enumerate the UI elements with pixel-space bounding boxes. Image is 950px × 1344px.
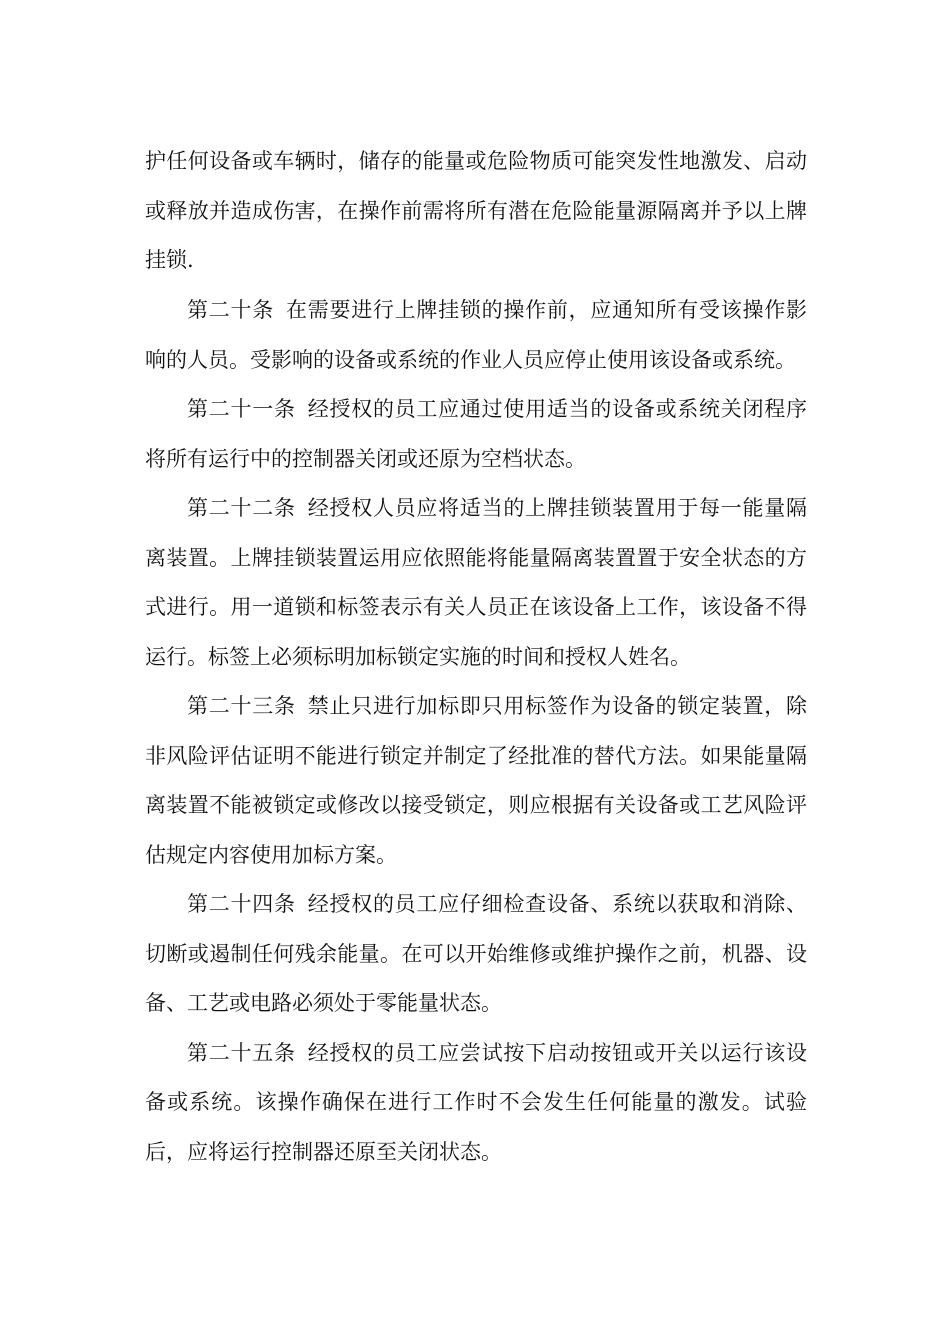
article-number: 第二十一条 xyxy=(187,397,296,421)
paragraph-continuation xyxy=(145,137,807,286)
paragraph-text: 护任何设备或车辆时，储存的能量或危险物质可能突发性地激发、启动或释放并造成伤害，在操作前需将所有潜在危险能量源隔离并予以上牌挂锁. xyxy=(145,149,807,272)
article-text: 在需要进行上牌挂锁的操作前，应通知所有受该操作影响的人员。受影响的设备或系统的作业人员应停止使用该设备或系统。 xyxy=(145,298,808,372)
article-text: 经授权的员工应通过使用适当的设备或系统关闭程序将所有运行中的控制器关闭或还原为空档状态。 xyxy=(145,397,808,471)
article-number: 第二十条 xyxy=(187,298,274,322)
article-21 xyxy=(145,385,807,484)
article-23 xyxy=(145,682,807,880)
article-number: 第二十二条 xyxy=(187,496,296,520)
article-20 xyxy=(145,286,807,385)
article-number: 第二十三条 xyxy=(187,694,296,718)
article-text: 经授权的员工应仔细检查设备、系统以获取和消除、切断或遏制任何残余能量。在可以开始维修或维护操作之前，机器、设备、工艺或电路必须处于零能量状态。 xyxy=(145,892,808,1015)
article-text: 经授权的员工应尝试按下启动按钮或开关以运行该设备或系统。该操作确保在进行工作时不会发生任何能量的激发。试验后，应将运行控制器还原至关闭状态。 xyxy=(145,1040,808,1164)
article-number: 第二十四条 xyxy=(187,892,296,916)
article-25 xyxy=(145,1029,807,1178)
article-text: 经授权人员应将适当的上牌挂锁装置用于每一能量隔离装置。上牌挂锁装置运用应依照能将能量隔离装置置于安全状态的方式进行。用一道锁和标签表示有关人员正在该设备上工作，该设备不得运行。标签上必须标明加标锁定实施的时间和授权人姓名。 xyxy=(145,496,808,669)
article-number: 第二十五条 xyxy=(187,1040,296,1065)
article-22 xyxy=(145,484,807,682)
article-24 xyxy=(145,880,807,1029)
document-body xyxy=(145,137,807,1177)
article-text: 禁止只进行加标即只用标签作为设备的锁定装置，除非风险评估证明不能进行锁定并制定了经批准的替代方法。如果能量隔离装置不能被锁定或修改以接受锁定，则应根据有关设备或工艺风险评估规定内容使用加标方案。 xyxy=(145,694,808,867)
